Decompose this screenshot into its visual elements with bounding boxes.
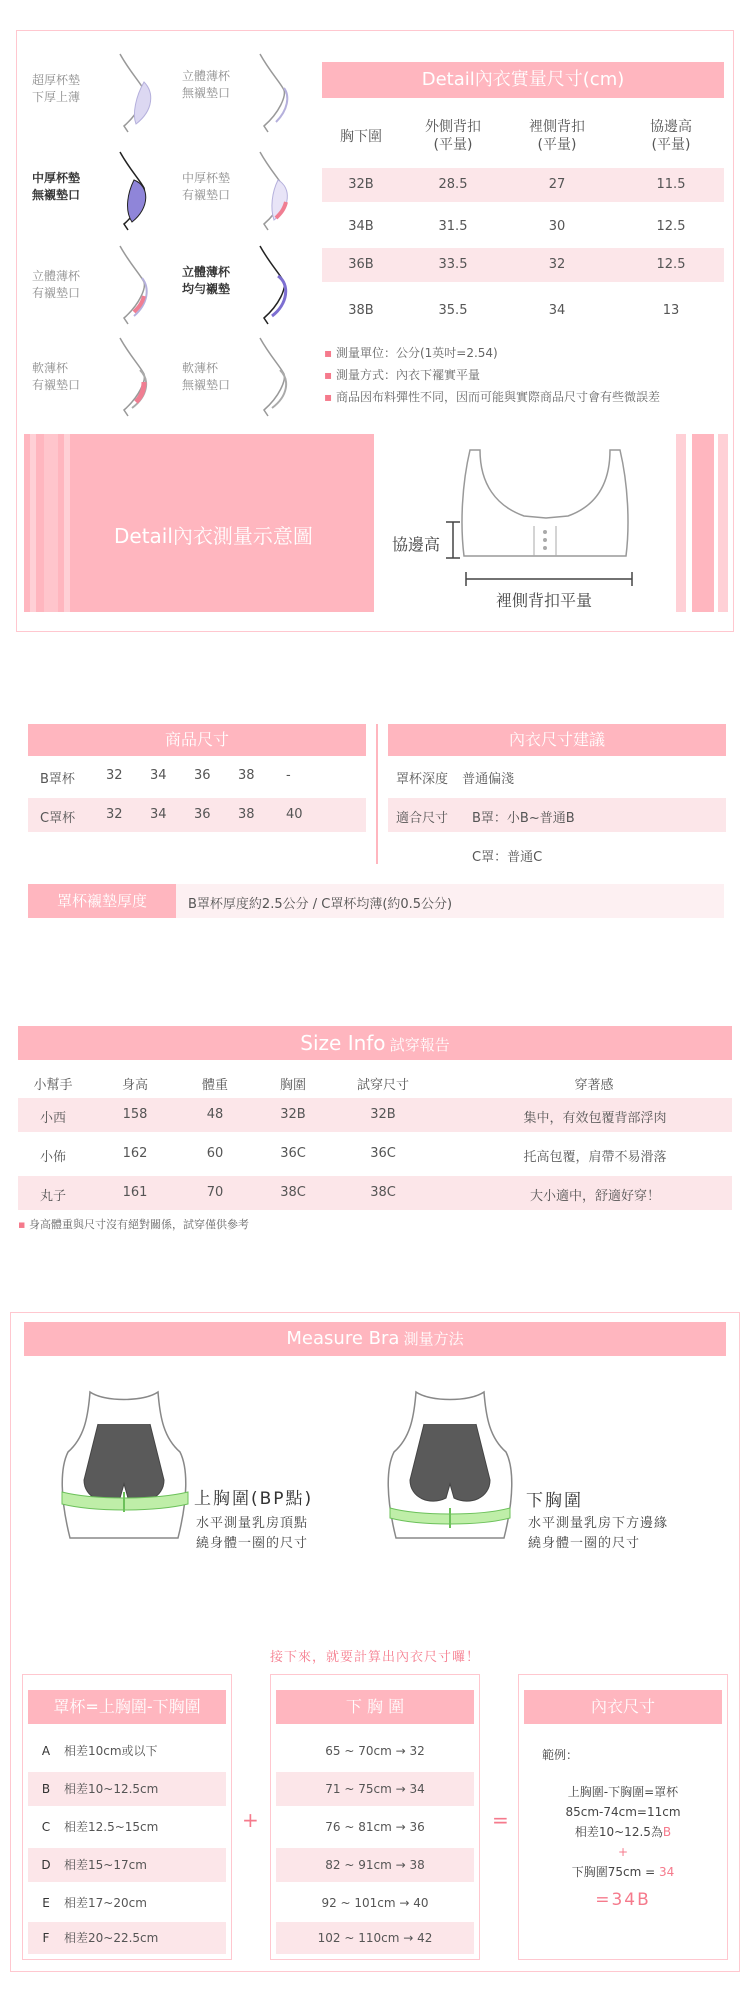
table-header: 身高 [121,1078,148,1093]
cup-type-item: 軟薄杯 無襯墊口 [182,361,231,392]
bra-outline-icon [450,444,640,564]
height-arrow-icon [446,520,460,560]
cup-type-item: 立體薄杯 有襯墊口 [32,269,81,300]
under-calc-title: 下 胸 圍 [276,1690,474,1724]
cup-type-item: 中厚杯墊 無襯墊口 [32,171,81,202]
cup-type-item: 立體薄杯 無襯墊口 [182,69,231,100]
list-item: 71 ~ 75cm → 34 [276,1772,474,1806]
detail-size-notes [324,342,660,408]
size-info-title: Size Info 試穿報告 [18,1026,732,1060]
list-item: 92 ~ 101cm → 40 [321,1896,429,1910]
note-item: ▪ 測量方式：內衣下襬實平量 [324,368,480,382]
size-advice-depth: 罩杯深度 普通偏淺 [396,772,515,787]
cup-profile-icon [250,244,302,326]
cup-type-item: 超厚杯墊 下厚上薄 [32,73,81,104]
bra-size-example-label: 範例： [542,1748,579,1762]
list-item: A 相差10cm或以下 [41,1744,158,1758]
bullet-icon: ▪ [324,346,336,360]
table-header: 胸下圍 [340,129,382,145]
table-header: 協邊高 (平量) [650,119,692,153]
bra-size-example: 上胸圍-下胸圍=罩杯 85cm-74cm=11cm 相差10~12.5為B + 下胸圍75cm = 34 =34B [524,1782,722,1910]
table-header: 外側背扣 (平量) [425,119,481,153]
bullet-icon: ▪ [18,1218,29,1231]
padding-value: B罩杯厚度約2.5公分 / C罩杯均薄(約0.5公分) [188,897,453,912]
cup-profile-icon [110,150,162,232]
lower-bust-mannequin-icon [380,1388,520,1548]
size-advice-fit-c: C罩：普通C [472,850,543,865]
equals-operator: = [492,1808,509,1832]
cup-profile-icon [110,52,162,134]
cup-profile-icon [110,336,162,418]
note-item: ▪ 商品因布料彈性不同，因而可能與實際商品尺寸會有些微誤差 [324,390,660,404]
bra-size-result: =34B [595,1890,651,1910]
bullet-icon: ▪ [324,368,336,382]
cup-profile-icon [250,336,302,418]
list-item: B 相差10~12.5cm [28,1772,226,1806]
bottom-width-label: 裡側背扣平量 [496,591,593,610]
table-header: 小幫手 [33,1078,73,1093]
width-arrow-icon [464,572,634,586]
measure-bra-title: Measure Bra 測量方法 [24,1322,726,1356]
list-item: C 相差12.5~15cm [41,1820,159,1834]
size-info-note: ▪ 身高體重與尺寸沒有絕對關係，試穿僅供參考 [18,1218,249,1231]
lower-bust-desc: 水平測量乳房下方邊緣 繞身體一圈的尺寸 [528,1516,669,1551]
bra-size-title: 內衣尺寸 [524,1690,722,1724]
cup-type-item: 軟薄杯 有襯墊口 [32,361,81,392]
cup-type-item: 立體薄杯 均勻襯墊 [182,265,231,296]
upper-bust-desc: 水平測量乳房頂點 繞身體一圈的尺寸 [196,1516,309,1551]
product-size-row: C罩杯 32 34 36 38 40 [28,798,366,832]
list-item: D 相差15~17cm [28,1848,226,1882]
list-item: 82 ~ 91cm → 38 [276,1848,474,1882]
table-header: 胸圍 [279,1078,306,1093]
table-header: 裡側背扣 (平量) [529,119,585,153]
measure-diagram-title: Detail內衣測量示意圖 [114,524,313,548]
detail-size-title: Detail內衣實量尺寸(cm) [322,62,724,98]
list-item: E 相差17~20cm [42,1896,147,1910]
cup-profile-icon [250,52,302,134]
plus-operator: + [242,1808,259,1832]
list-item: F 相差20~22.5cm [28,1922,226,1954]
size-advice-fit: 適合尺寸 B罩：小B~普通B [388,798,726,832]
side-height-label: 協邊高 [392,535,441,554]
cup-type-item: 中厚杯墊 有襯墊口 [182,171,231,202]
section-divider [376,724,378,864]
list-item: 76 ~ 81cm → 36 [325,1820,425,1834]
table-header: 試穿尺寸 [356,1078,409,1093]
cup-profile-icon [110,244,162,326]
table-header: 穿著感 [574,1078,614,1093]
lower-bust-title: 下胸圍 [526,1491,583,1511]
cup-calc-title: 罩杯=上胸圍-下胸圍 [28,1690,226,1724]
product-size-row: B罩杯 32 34 36 38 - [40,768,291,787]
note-item: ▪ 測量單位：公分(1英吋=2.54) [324,346,498,360]
calc-hint: 接下來，就要計算出內衣尺寸囉！ [269,1650,480,1665]
upper-bust-title: 上胸圍(BP點) [194,1489,314,1509]
table-header: 體重 [201,1078,228,1093]
padding-label: 罩杯襯墊厚度 [28,884,176,918]
upper-bust-mannequin-icon [54,1388,194,1548]
size-advice-title: 內衣尺寸建議 [388,724,726,756]
cup-profile-icon [250,150,302,232]
bullet-icon: ▪ [324,390,336,404]
list-item: 102 ~ 110cm → 42 [276,1922,474,1954]
product-size-title: 商品尺寸 [28,724,366,756]
list-item: 65 ~ 70cm → 32 [325,1744,425,1758]
